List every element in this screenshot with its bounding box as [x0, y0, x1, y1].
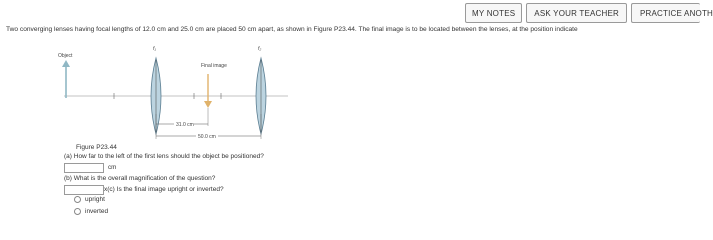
question-b: (b) What is the overall magnification of the question? [64, 175, 216, 182]
option-upright[interactable] [74, 196, 105, 203]
option-inverted-label: inverted [85, 208, 109, 215]
question-a: (a) How far to the left of the first lens should the object be positioned? [64, 153, 264, 160]
my-notes-button[interactable]: MY NOTES [465, 3, 522, 23]
option-inverted[interactable] [74, 208, 108, 215]
answer-a-input[interactable] [64, 163, 104, 173]
final-image-arrow-head [204, 101, 212, 108]
radio-upright[interactable] [74, 196, 81, 203]
answer-a-unit: cm [108, 164, 117, 171]
option-upright-label: upright [85, 196, 105, 203]
dimension-50cm-label: 50.0 cm [198, 134, 216, 140]
figure-p23-44 [56, 36, 296, 146]
dimension-31cm-label: 31.0 cm [176, 122, 194, 128]
lens-diagram [56, 36, 296, 146]
object-label: Object [58, 53, 73, 59]
problem-statement: Two converging lenses having focal lengths of 12.0 cm and 25.0 cm are placed 50 cm apart, as shown in Figure P23.44. The final image is to be located between the lenses, at the position indicate [6, 26, 578, 33]
figure-caption: Figure P23.44 [76, 144, 117, 151]
answer-b-input[interactable] [64, 185, 104, 195]
top-toolbar [465, 3, 713, 23]
question-c: x(c) Is the final image upright or inverted? [104, 186, 224, 193]
f1-label: f₁ [153, 46, 156, 52]
object-arrow-head [62, 60, 70, 67]
radio-inverted[interactable] [74, 208, 81, 215]
ask-your-teacher-button[interactable]: ASK YOUR TEACHER [526, 3, 627, 23]
final-image-label: Final image [201, 63, 227, 69]
f2-label: f₂ [258, 46, 262, 52]
practice-another-button[interactable]: PRACTICE ANOTH [631, 3, 700, 23]
